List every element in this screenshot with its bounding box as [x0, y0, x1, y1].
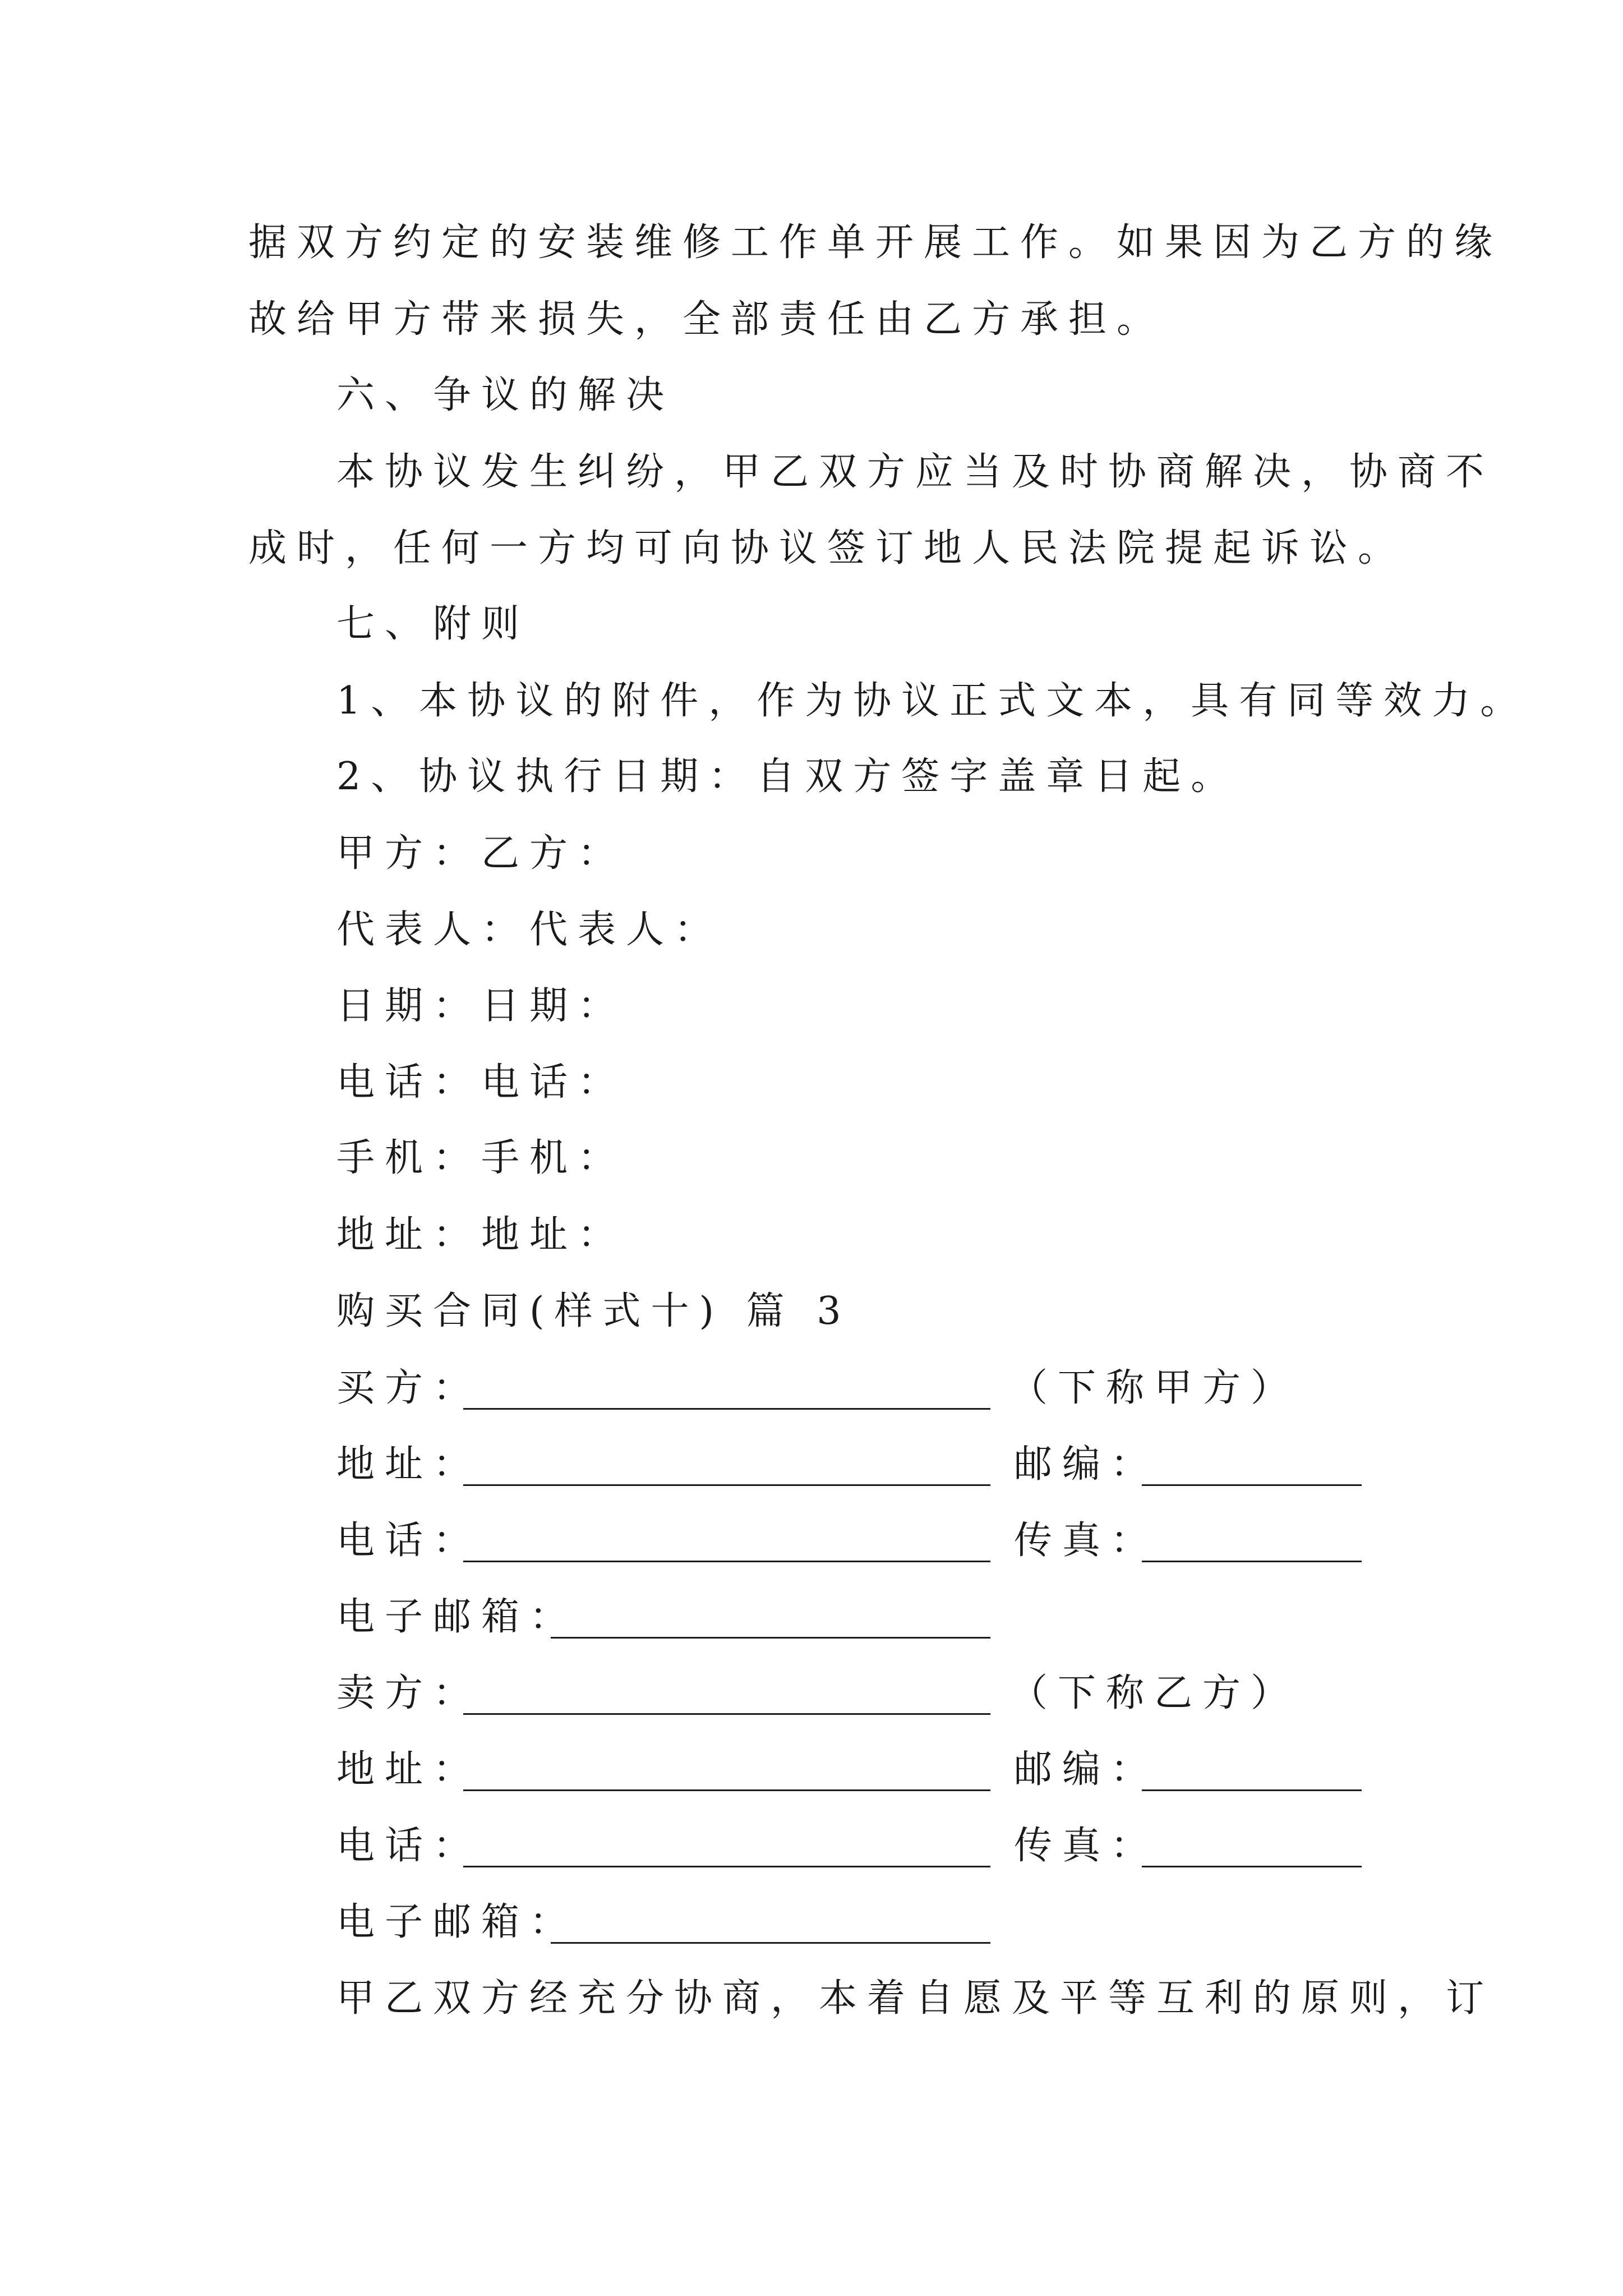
buyer-address-blank[interactable]	[463, 1484, 990, 1486]
buyer-fax-blank[interactable]	[1142, 1561, 1362, 1562]
seller-label: 卖方：	[336, 1671, 482, 1715]
seller-fax-blank[interactable]	[1142, 1866, 1362, 1867]
buyer-fax-label: 传真：	[1014, 1519, 1159, 1563]
buyer-email-label: 电子邮箱：	[336, 1595, 578, 1639]
buyer-address-label: 地址：	[336, 1442, 482, 1487]
closing-paragraph: 甲乙双方经充分协商，本着自愿及平等互利的原则，订	[336, 1976, 1495, 2021]
buyer-blank[interactable]	[463, 1408, 990, 1410]
seller-blank[interactable]	[463, 1713, 990, 1715]
paragraph-line: 本协议发生纠纷，甲乙双方应当及时协商解决，协商不	[336, 450, 1495, 494]
signature-line: 甲方：乙方：	[336, 831, 626, 876]
signature-line: 手机：手机：	[336, 1136, 626, 1180]
seller-email-label: 电子邮箱：	[336, 1900, 578, 1944]
paragraph-line: 成时，任何一方均可向协议签订地人民法院提起诉讼。	[248, 526, 1407, 570]
buyer-postcode-blank[interactable]	[1142, 1484, 1362, 1486]
seller-fax-label: 传真：	[1014, 1824, 1159, 1868]
buyer-postcode-label: 邮编：	[1014, 1442, 1159, 1487]
signature-line: 电话：电话：	[336, 1060, 626, 1105]
section-heading: 六、争议的解决	[336, 373, 675, 417]
buyer-label: 买方：	[336, 1366, 482, 1410]
buyer-suffix: （下称甲方）	[1009, 1366, 1299, 1410]
paragraph-line: 故给甲方带来损失，全部责任由乙方承担。	[248, 297, 1165, 342]
paragraph-line: 2、协议执行日期：自双方签字盖章日起。	[336, 754, 1239, 799]
signature-line: 日期：日期：	[336, 984, 626, 1028]
seller-email-blank[interactable]	[551, 1942, 990, 1944]
buyer-phone-label: 电话：	[336, 1519, 482, 1563]
signature-line: 代表人：代表人：	[336, 908, 723, 952]
seller-postcode-label: 邮编：	[1014, 1747, 1159, 1792]
seller-address-blank[interactable]	[463, 1789, 990, 1791]
paragraph-line: 据双方约定的安装维修工作单开展工作。如果因为乙方的缘	[248, 220, 1503, 265]
section-heading: 七、附则	[336, 602, 530, 646]
signature-line: 地址：地址：	[336, 1213, 626, 1257]
seller-phone-blank[interactable]	[463, 1866, 990, 1867]
seller-suffix: （下称乙方）	[1009, 1671, 1299, 1715]
seller-postcode-blank[interactable]	[1142, 1789, 1362, 1791]
seller-address-label: 地址：	[336, 1747, 482, 1792]
buyer-phone-blank[interactable]	[463, 1561, 990, 1562]
seller-phone-label: 电话：	[336, 1824, 482, 1868]
paragraph-line: 1、本协议的附件，作为协议正式文本，具有同等效力。	[336, 679, 1529, 723]
contract-title: 购买合同(样式十) 篇 3	[336, 1289, 851, 1333]
buyer-email-blank[interactable]	[551, 1637, 990, 1639]
